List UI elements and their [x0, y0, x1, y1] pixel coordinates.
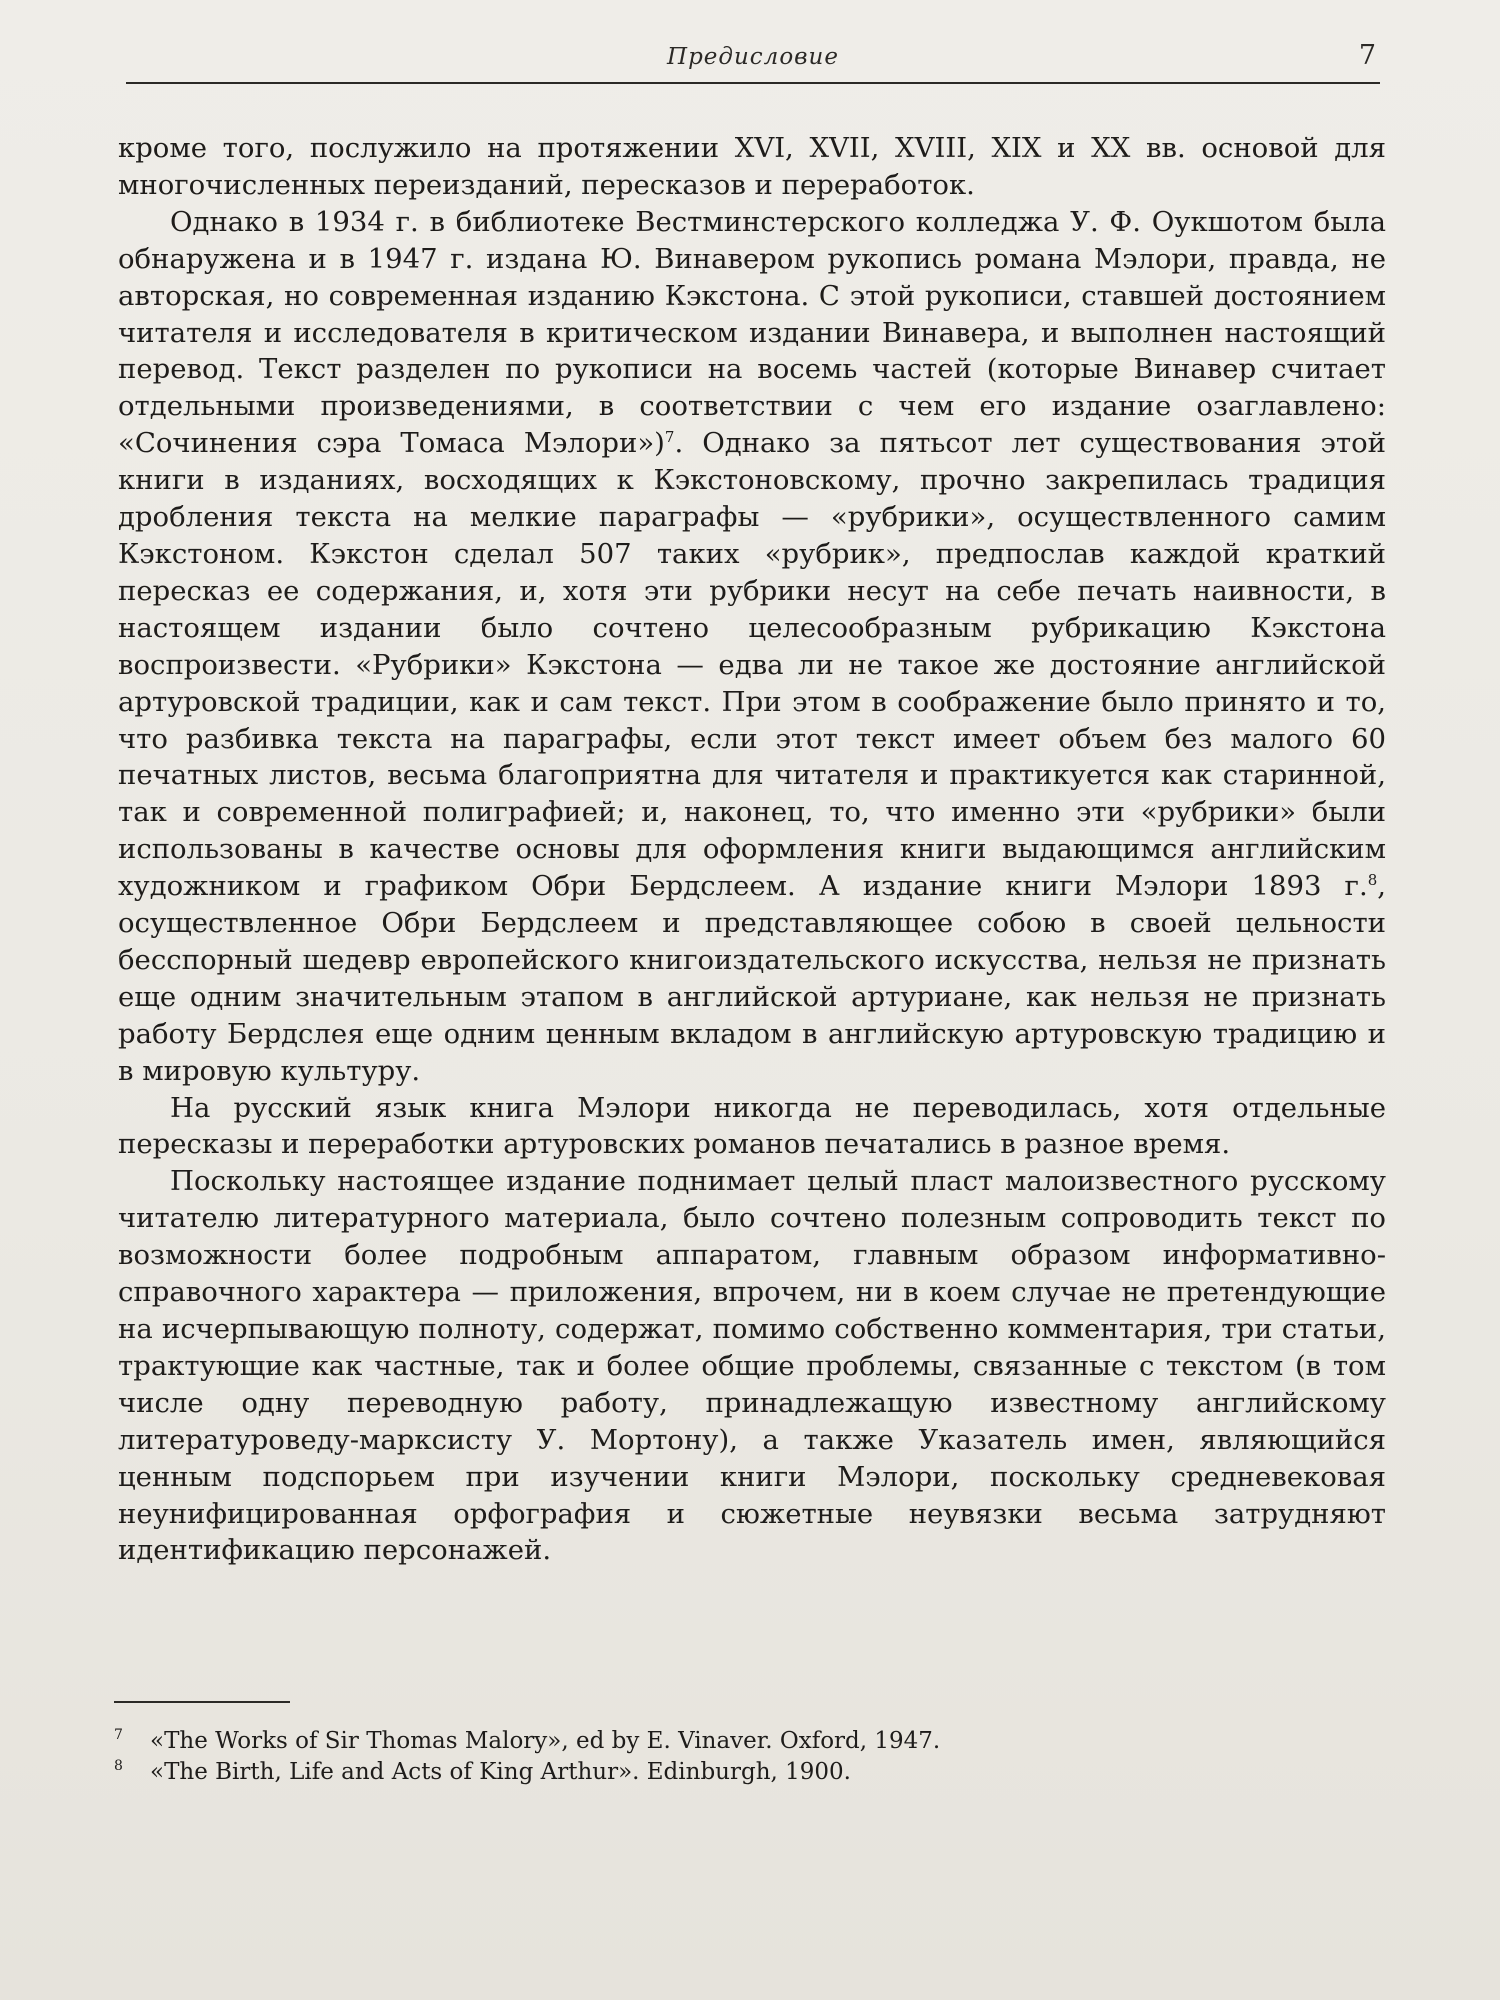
paragraph-2-part-c: , осуществленное Обри Бердслеем и представляющее собою в своей цельности бесспорный шедевр европейского книгоиздательского искусства, нельзя не признать еще одним значительным этапом в английской артуриане, как нельзя не признать работу Бердслея еще одним ценным вкладом в английскую артуровскую традицию и в мировую культуру.	[118, 870, 1386, 1087]
footnote-rule	[114, 1701, 290, 1703]
paragraph-2	[118, 204, 1386, 1090]
header-rule	[126, 82, 1380, 84]
footnote-8	[114, 1757, 1114, 1788]
footnote-mark: 7	[114, 1727, 123, 1743]
footnote-mark: 8	[114, 1758, 123, 1774]
footnote-7	[114, 1726, 1114, 1757]
footnote-ref-7: 7	[664, 428, 675, 447]
footnote-ref-8: 8	[1367, 870, 1378, 889]
paragraph-2-part-a: Однако в 1934 г. в библиотеке Вестминстерского колледжа У. Ф. Оукшотом была обнаружена и в 1947 г. издана Ю. Винавером рукопись романа Мэлори, правда, не авторская, но современная изданию Кэкстона. С этой рукописи, ставшей достоянием читателя и исследователя в критическом издании Винавера, и выполнен настоящий перевод. Текст разделен по рукописи на восемь частей (которые Винавер считает отдельными произведениями, в соответствии с чем его издание озаглавлено: «Сочинения сэра Томаса Мэлори»)	[118, 205, 1386, 460]
footnote-text: «The Birth, Life and Acts of King Arthur». Edinburgh, 1900.	[150, 1759, 851, 1785]
main-text	[118, 130, 1386, 1569]
footnote-text: «The Works of Sir Thomas Malory», ed by E. Vinaver. Oxford, 1947.	[150, 1728, 941, 1754]
running-title: Предисловие	[667, 44, 839, 70]
page-number: 7	[1358, 40, 1376, 71]
footnotes	[114, 1726, 1114, 1788]
paragraph-3: На русский язык книга Мэлори никогда не переводилась, хотя отдельные пересказы и переработки артуровских романов печатались в разное время.	[118, 1091, 1386, 1161]
running-head	[126, 40, 1380, 80]
paragraph-4: Поскольку настоящее издание поднимает целый пласт малоизвестного русскому читателю литературного материала, было сочтено полезным сопроводить текст по возможности более подробным аппаратом, главным образом информативно-справочного характера — приложения, впрочем, ни в коем случае не претендующие на исчерпывающую полноту, содержат, помимо собственно комментария, три статьи, трактующие как частные, так и более общие проблемы, связанные с текстом (в том числе одну переводную работу, принадлежащую известному английскому литературоведу-марксисту У. Мортону), а также Указатель имен, являющийся ценным подспорьем при изучении книги Мэлори, поскольку средневековая неунифицированная орфография и сюжетные неувязки весьма затрудняют идентификацию персонажей.	[118, 1165, 1386, 1567]
paragraph-1: кроме того, послужило на протяжении XVI, XVII, XVIII, XIX и XX вв. основой для многочисленных переизданий, пересказов и переработок.	[118, 132, 1386, 201]
paragraph-2-part-b: . Однако за пятьсот лет существования этой книги в изданиях, восходящих к Кэкстоновскому, прочно закрепилась традиция дробления текста на мелкие параграфы — «рубрики», осуществленного самим Кэкстоном. Кэкстон сделал 507 таких «рубрик», предпослав каждой краткий пересказ ее содержания, и, хотя эти рубрики несут на себе печать наивности, в настоящем издании было сочтено целесообразным рубрикацию Кэкстона воспроизвести. «Рубрики» Кэкстона — едва ли не такое же достояние английской артуровской традиции, как и сам текст. При этом в соображение было принято и то, что разбивка текста на параграфы, если этот текст имеет объем без малого 60 печатных листов, весьма благоприятна для читателя и практикуется как старинной, так и современной полиграфией; и, наконец, то, что именно эти «рубрики» были использованы в качестве основы для оформления книги выдающимся английским художником и графиком Обри Бердслеем. А издание книги Мэлори 1893 г.	[118, 427, 1386, 903]
